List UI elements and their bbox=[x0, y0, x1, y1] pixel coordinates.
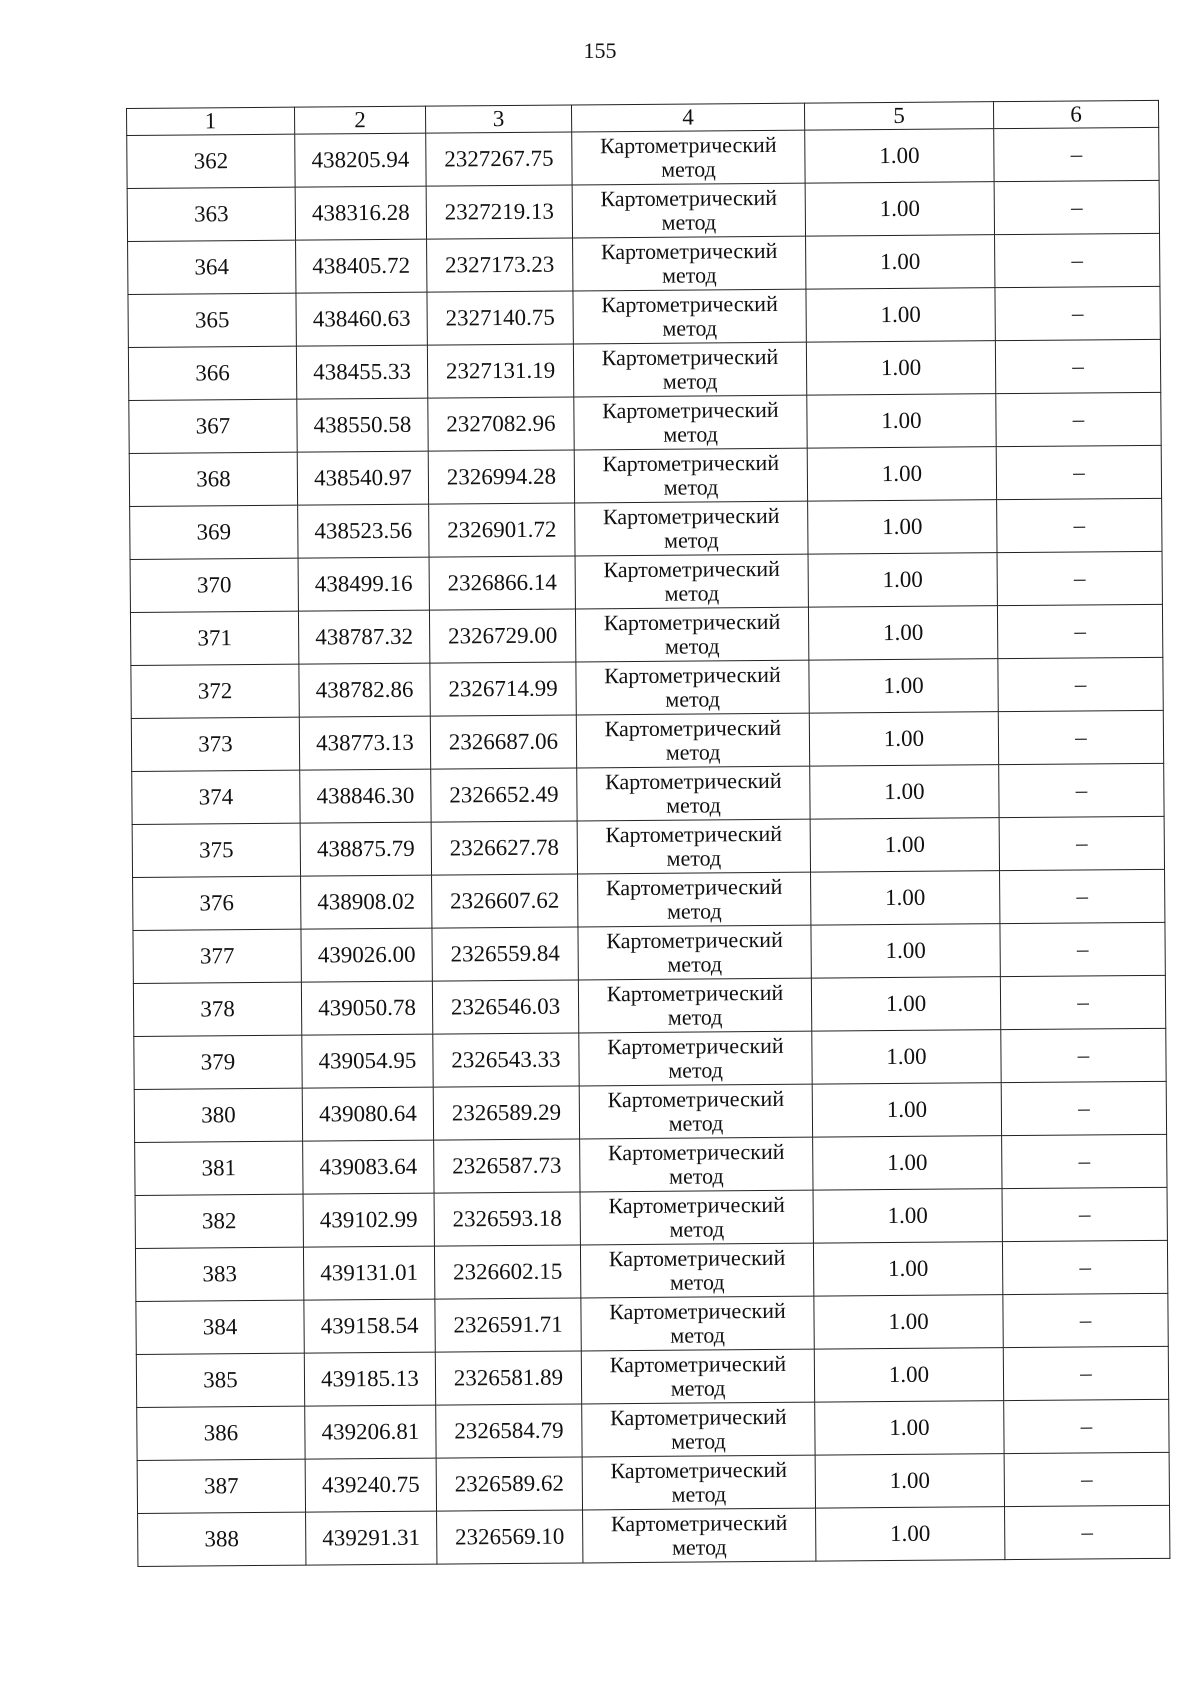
y-coordinate-cell: 2326729.00 bbox=[429, 609, 575, 663]
method-line-2: метод bbox=[667, 951, 723, 977]
note-cell: – bbox=[996, 392, 1161, 446]
y-coordinate-cell: 2327131.19 bbox=[427, 344, 573, 398]
point-number-cell: 374 bbox=[132, 770, 300, 824]
table-row bbox=[127, 127, 1159, 188]
method-line-1: Картометрический bbox=[609, 1403, 787, 1431]
method-cell bbox=[573, 236, 806, 291]
y-coordinate-cell: 2326602.15 bbox=[434, 1245, 580, 1299]
note-cell: – bbox=[996, 445, 1161, 499]
x-coordinate-cell: 438316.28 bbox=[295, 186, 426, 240]
x-coordinate-cell: 439206.81 bbox=[305, 1405, 436, 1459]
method-line-1: Картометрический bbox=[604, 767, 782, 795]
method-cell bbox=[580, 1190, 813, 1245]
note-cell: – bbox=[1004, 1452, 1169, 1506]
x-coordinate-cell: 439054.95 bbox=[302, 1034, 433, 1088]
method-line-1: Картометрический bbox=[607, 1085, 785, 1113]
method-line-1: Картометрический bbox=[600, 184, 778, 212]
accuracy-cell: 1.00 bbox=[812, 1083, 1001, 1137]
method-line-1: Картометрический bbox=[610, 1456, 788, 1484]
y-coordinate-cell: 2326584.79 bbox=[436, 1404, 582, 1458]
method-cell bbox=[572, 183, 805, 238]
method-cell bbox=[580, 1243, 813, 1298]
table-row bbox=[134, 1028, 1166, 1089]
method-line-2: метод bbox=[668, 1057, 723, 1083]
note-cell: – bbox=[994, 180, 1159, 234]
accuracy-cell: 1.00 bbox=[807, 447, 996, 501]
table-row bbox=[137, 1452, 1169, 1513]
accuracy-cell: 1.00 bbox=[815, 1454, 1004, 1508]
method-line-1: Картометрический bbox=[601, 343, 779, 371]
note-cell: – bbox=[1003, 1346, 1168, 1400]
method-line-2: метод bbox=[666, 845, 722, 871]
table-row bbox=[131, 710, 1163, 771]
accuracy-cell: 1.00 bbox=[815, 1401, 1004, 1455]
page-number: 155 bbox=[583, 38, 617, 63]
accuracy-cell: 1.00 bbox=[810, 818, 999, 872]
accuracy-cell: 1.00 bbox=[806, 235, 995, 289]
y-coordinate-cell: 2327173.23 bbox=[427, 238, 573, 292]
method-cell bbox=[574, 448, 807, 503]
method-line-1: Картометрический bbox=[599, 131, 777, 159]
note-cell: – bbox=[995, 286, 1160, 340]
method-line-2: метод bbox=[661, 209, 717, 235]
method-line-1: Картометрический bbox=[605, 820, 783, 848]
table-row bbox=[132, 763, 1164, 824]
x-coordinate-cell: 439080.64 bbox=[302, 1087, 433, 1141]
accuracy-cell: 1.00 bbox=[811, 977, 1000, 1031]
method-line-1: Картометрический bbox=[601, 290, 778, 318]
x-coordinate-cell: 439291.31 bbox=[306, 1511, 437, 1565]
method-line-2: метод bbox=[665, 686, 721, 712]
accuracy-cell: 1.00 bbox=[805, 129, 994, 183]
method-line-1: Картометрический bbox=[606, 926, 783, 954]
note-cell: – bbox=[997, 498, 1162, 552]
y-coordinate-cell: 2326569.10 bbox=[437, 1510, 583, 1564]
x-coordinate-cell: 438540.97 bbox=[297, 451, 428, 505]
y-coordinate-cell: 2326901.72 bbox=[429, 503, 575, 557]
table-row bbox=[129, 392, 1161, 453]
table-row bbox=[134, 1081, 1166, 1142]
method-cell bbox=[577, 819, 810, 874]
accuracy-cell: 1.00 bbox=[814, 1295, 1003, 1349]
accuracy-cell: 1.00 bbox=[805, 182, 994, 236]
method-cell bbox=[577, 766, 810, 821]
method-cell bbox=[580, 1137, 813, 1192]
note-cell: – bbox=[1001, 1081, 1166, 1135]
x-coordinate-cell: 438773.13 bbox=[299, 716, 430, 770]
point-number-cell: 369 bbox=[130, 505, 298, 559]
method-line-1: Картометрический bbox=[602, 449, 780, 477]
point-number-cell: 362 bbox=[127, 134, 295, 188]
accuracy-cell: 1.00 bbox=[813, 1242, 1002, 1296]
method-line-2: метод bbox=[671, 1534, 727, 1560]
note-cell: – bbox=[1000, 975, 1165, 1029]
method-cell bbox=[573, 342, 806, 397]
table-row bbox=[136, 1293, 1168, 1354]
accuracy-cell: 1.00 bbox=[810, 765, 999, 819]
method-line-2: метод bbox=[671, 1481, 727, 1507]
method-line-2: метод bbox=[670, 1322, 726, 1348]
y-coordinate-cell: 2327082.96 bbox=[428, 397, 574, 451]
table-row bbox=[130, 498, 1162, 559]
y-coordinate-cell: 2327267.75 bbox=[426, 132, 572, 186]
note-cell: – bbox=[997, 551, 1162, 605]
method-line-2: метод bbox=[669, 1216, 725, 1242]
note-cell: – bbox=[994, 127, 1159, 181]
note-cell: – bbox=[1000, 869, 1165, 923]
point-number-cell: 365 bbox=[128, 293, 296, 347]
method-line-2: метод bbox=[662, 368, 718, 394]
method-cell bbox=[578, 978, 811, 1033]
coordinates-table-container bbox=[126, 101, 1158, 1567]
method-line-1: Картометрический bbox=[602, 502, 780, 530]
method-line-1: Картометрический bbox=[607, 1138, 785, 1166]
accuracy-cell: 1.00 bbox=[811, 924, 1000, 978]
point-number-cell: 373 bbox=[131, 717, 299, 771]
note-cell: – bbox=[995, 339, 1160, 393]
y-coordinate-cell: 2326607.62 bbox=[432, 874, 578, 928]
method-line-2: метод bbox=[661, 262, 717, 288]
method-cell bbox=[582, 1455, 815, 1510]
x-coordinate-cell: 438875.79 bbox=[300, 822, 431, 876]
point-number-cell: 367 bbox=[129, 399, 297, 453]
accuracy-cell: 1.00 bbox=[808, 553, 997, 607]
table-row bbox=[128, 286, 1160, 347]
y-coordinate-cell: 2326652.49 bbox=[431, 768, 577, 822]
note-cell: – bbox=[1004, 1399, 1169, 1453]
point-number-cell: 384 bbox=[136, 1300, 304, 1354]
y-coordinate-cell: 2326866.14 bbox=[429, 556, 575, 610]
note-cell: – bbox=[1000, 922, 1165, 976]
point-number-cell: 368 bbox=[129, 452, 297, 506]
x-coordinate-cell: 439083.64 bbox=[303, 1140, 434, 1194]
y-coordinate-cell: 2326546.03 bbox=[432, 980, 578, 1034]
method-cell bbox=[575, 501, 808, 556]
method-cell bbox=[583, 1508, 816, 1563]
method-line-2: метод bbox=[668, 1110, 724, 1136]
y-coordinate-cell: 2326627.78 bbox=[431, 821, 577, 875]
note-cell: – bbox=[1002, 1187, 1167, 1241]
x-coordinate-cell: 439185.13 bbox=[304, 1352, 435, 1406]
table-row bbox=[131, 657, 1163, 718]
method-line-1: Картометрический bbox=[602, 396, 779, 424]
accuracy-cell: 1.00 bbox=[809, 712, 998, 766]
table-row bbox=[132, 816, 1164, 877]
method-line-1: Картометрический bbox=[608, 1191, 785, 1219]
note-cell: – bbox=[998, 657, 1163, 711]
method-cell bbox=[579, 1084, 812, 1139]
table-body bbox=[127, 127, 1170, 1566]
method-cell bbox=[575, 607, 808, 662]
method-cell bbox=[582, 1402, 815, 1457]
point-number-cell: 388 bbox=[138, 1512, 306, 1566]
accuracy-cell: 1.00 bbox=[814, 1348, 1003, 1402]
note-cell: – bbox=[1002, 1134, 1167, 1188]
accuracy-cell: 1.00 bbox=[806, 288, 995, 342]
x-coordinate-cell: 438523.56 bbox=[298, 504, 429, 558]
x-coordinate-cell: 438460.63 bbox=[296, 292, 427, 346]
note-cell: – bbox=[998, 710, 1163, 764]
x-coordinate-cell: 439026.00 bbox=[301, 928, 432, 982]
note-cell: – bbox=[997, 604, 1162, 658]
accuracy-cell: 1.00 bbox=[809, 659, 998, 713]
x-coordinate-cell: 439240.75 bbox=[305, 1458, 436, 1512]
method-line-2: метод bbox=[671, 1428, 726, 1454]
table-row bbox=[130, 604, 1162, 665]
header-col-4: 4 bbox=[571, 103, 804, 132]
note-cell: – bbox=[995, 233, 1160, 287]
header-col-6: 6 bbox=[993, 100, 1158, 128]
method-line-2: метод bbox=[661, 156, 716, 182]
point-number-cell: 380 bbox=[134, 1088, 302, 1142]
accuracy-cell: 1.00 bbox=[807, 394, 996, 448]
x-coordinate-cell: 438499.16 bbox=[298, 557, 429, 611]
note-cell: – bbox=[1002, 1240, 1167, 1294]
x-coordinate-cell: 438787.32 bbox=[298, 610, 429, 664]
method-line-2: метод bbox=[662, 315, 718, 341]
table-row bbox=[133, 975, 1165, 1036]
point-number-cell: 382 bbox=[135, 1194, 303, 1248]
table-row bbox=[133, 922, 1165, 983]
y-coordinate-cell: 2327219.13 bbox=[426, 185, 572, 239]
method-cell bbox=[573, 289, 806, 344]
method-line-1: Картометрический bbox=[604, 661, 781, 689]
method-line-1: Картометрический bbox=[605, 873, 783, 901]
coordinates-table bbox=[126, 100, 1170, 1567]
method-line-2: метод bbox=[666, 792, 721, 818]
x-coordinate-cell: 439131.01 bbox=[303, 1246, 434, 1300]
table-row bbox=[135, 1187, 1167, 1248]
y-coordinate-cell: 2326543.33 bbox=[433, 1033, 579, 1087]
table-row bbox=[138, 1505, 1170, 1566]
x-coordinate-cell: 438908.02 bbox=[301, 875, 432, 929]
method-line-2: метод bbox=[663, 421, 718, 447]
point-number-cell: 366 bbox=[128, 346, 296, 400]
method-cell bbox=[576, 713, 809, 768]
method-cell bbox=[581, 1296, 814, 1351]
x-coordinate-cell: 438550.58 bbox=[297, 398, 428, 452]
method-line-2: метод bbox=[664, 633, 720, 659]
method-line-2: метод bbox=[670, 1375, 726, 1401]
point-number-cell: 377 bbox=[133, 929, 301, 983]
x-coordinate-cell: 438405.72 bbox=[296, 239, 427, 293]
accuracy-cell: 1.00 bbox=[811, 871, 1000, 925]
x-coordinate-cell: 438205.94 bbox=[295, 133, 426, 187]
accuracy-cell: 1.00 bbox=[808, 606, 997, 660]
method-line-1: Картометрический bbox=[609, 1297, 786, 1325]
header-col-1: 1 bbox=[127, 107, 295, 135]
y-coordinate-cell: 2326589.29 bbox=[433, 1086, 579, 1140]
table-row bbox=[128, 233, 1160, 294]
x-coordinate-cell: 439050.78 bbox=[301, 981, 432, 1035]
table-row bbox=[136, 1346, 1168, 1407]
method-cell bbox=[578, 872, 811, 927]
accuracy-cell: 1.00 bbox=[806, 341, 995, 395]
accuracy-cell: 1.00 bbox=[816, 1507, 1005, 1561]
header-col-3: 3 bbox=[425, 105, 571, 133]
accuracy-cell: 1.00 bbox=[813, 1136, 1002, 1190]
point-number-cell: 386 bbox=[137, 1406, 305, 1460]
note-cell: – bbox=[999, 763, 1164, 817]
method-line-1: Картометрический bbox=[604, 714, 782, 742]
method-cell bbox=[578, 925, 811, 980]
header-col-5: 5 bbox=[804, 102, 993, 130]
method-cell bbox=[575, 554, 808, 609]
point-number-cell: 378 bbox=[133, 982, 301, 1036]
method-line-2: метод bbox=[664, 527, 719, 553]
method-line-1: Картометрический bbox=[607, 1032, 784, 1060]
point-number-cell: 364 bbox=[128, 240, 296, 294]
y-coordinate-cell: 2326714.99 bbox=[430, 662, 576, 716]
y-coordinate-cell: 2326581.89 bbox=[435, 1351, 581, 1405]
y-coordinate-cell: 2326587.73 bbox=[434, 1139, 580, 1193]
y-coordinate-cell: 2326593.18 bbox=[434, 1192, 580, 1246]
method-line-1: Картометрический bbox=[603, 555, 780, 583]
method-cell bbox=[574, 395, 807, 450]
accuracy-cell: 1.00 bbox=[813, 1189, 1002, 1243]
method-line-2: метод bbox=[663, 474, 719, 500]
method-cell bbox=[579, 1031, 812, 1086]
point-number-cell: 387 bbox=[137, 1459, 305, 1513]
point-number-cell: 363 bbox=[127, 187, 295, 241]
table-row bbox=[135, 1240, 1167, 1301]
y-coordinate-cell: 2326994.28 bbox=[428, 450, 574, 504]
y-coordinate-cell: 2327140.75 bbox=[427, 291, 573, 345]
header-col-2: 2 bbox=[294, 106, 425, 134]
x-coordinate-cell: 438455.33 bbox=[296, 345, 427, 399]
method-line-1: Картометрический bbox=[608, 1244, 786, 1272]
y-coordinate-cell: 2326589.62 bbox=[436, 1457, 582, 1511]
table-row bbox=[135, 1134, 1167, 1195]
x-coordinate-cell: 439102.99 bbox=[303, 1193, 434, 1247]
note-cell: – bbox=[1001, 1028, 1166, 1082]
point-number-cell: 385 bbox=[136, 1353, 304, 1407]
table-row bbox=[137, 1399, 1169, 1460]
point-number-cell: 381 bbox=[135, 1141, 303, 1195]
table-row bbox=[127, 180, 1159, 241]
method-line-2: метод bbox=[666, 898, 722, 924]
note-cell: – bbox=[1005, 1505, 1170, 1559]
point-number-cell: 375 bbox=[132, 823, 300, 877]
method-line-2: метод bbox=[667, 1004, 723, 1030]
method-cell bbox=[581, 1349, 814, 1404]
method-line-1: Картометрический bbox=[600, 237, 778, 265]
note-cell: – bbox=[1003, 1293, 1168, 1347]
y-coordinate-cell: 2326559.84 bbox=[432, 927, 578, 981]
y-coordinate-cell: 2326591.71 bbox=[435, 1298, 581, 1352]
method-cell bbox=[572, 130, 805, 185]
accuracy-cell: 1.00 bbox=[812, 1030, 1001, 1084]
x-coordinate-cell: 439158.54 bbox=[304, 1299, 435, 1353]
table-row bbox=[130, 551, 1162, 612]
method-line-2: метод bbox=[669, 1269, 725, 1295]
x-coordinate-cell: 438846.30 bbox=[300, 769, 431, 823]
point-number-cell: 372 bbox=[131, 664, 299, 718]
point-number-cell: 383 bbox=[135, 1247, 303, 1301]
point-number-cell: 379 bbox=[134, 1035, 302, 1089]
x-coordinate-cell: 438782.86 bbox=[299, 663, 430, 717]
method-line-1: Картометрический bbox=[610, 1509, 788, 1537]
table-row bbox=[128, 339, 1160, 400]
point-number-cell: 376 bbox=[133, 876, 301, 930]
point-number-cell: 371 bbox=[130, 611, 298, 665]
method-line-2: метод bbox=[665, 739, 721, 765]
method-line-1: Картометрический bbox=[609, 1350, 787, 1378]
method-line-2: метод bbox=[664, 580, 720, 606]
method-line-2: метод bbox=[669, 1163, 724, 1189]
method-line-1: Картометрический bbox=[606, 979, 784, 1007]
note-cell: – bbox=[999, 816, 1164, 870]
table-row bbox=[129, 445, 1161, 506]
table-row bbox=[133, 869, 1165, 930]
accuracy-cell: 1.00 bbox=[808, 500, 997, 554]
method-cell bbox=[576, 660, 809, 715]
y-coordinate-cell: 2326687.06 bbox=[430, 715, 576, 769]
method-line-1: Картометрический bbox=[603, 608, 781, 636]
point-number-cell: 370 bbox=[130, 558, 298, 612]
